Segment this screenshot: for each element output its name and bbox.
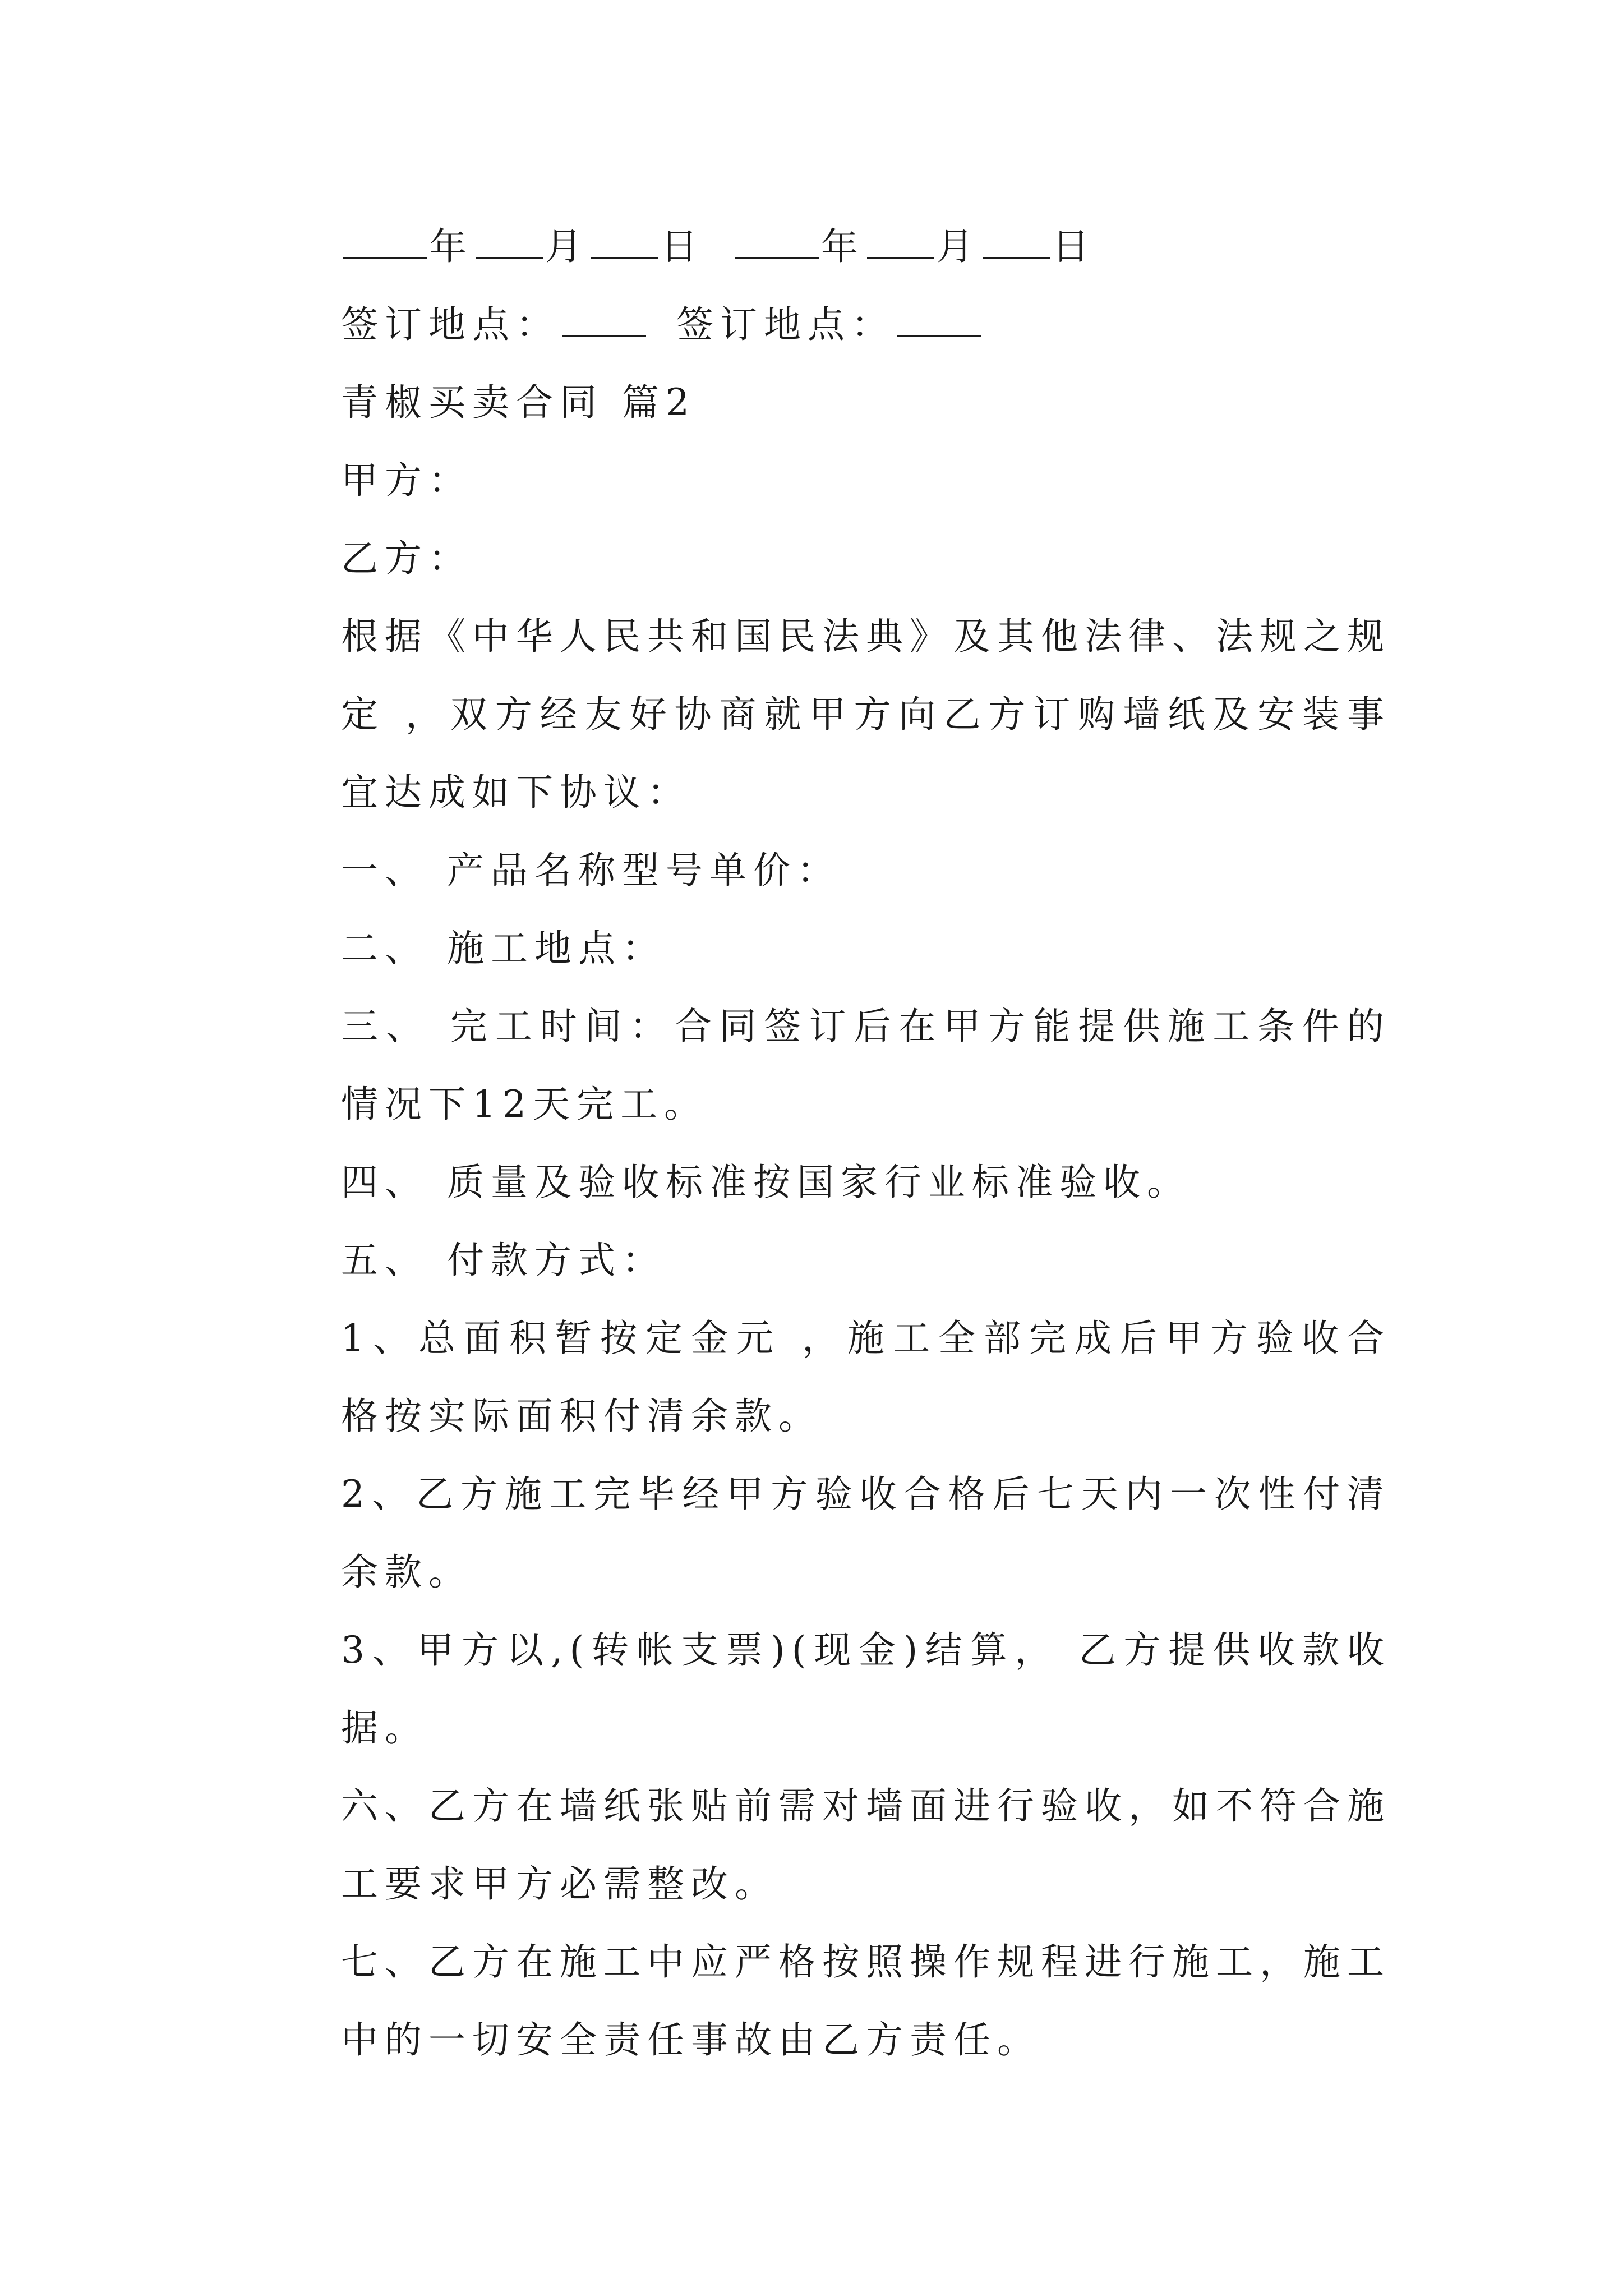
year-blank-a xyxy=(343,224,427,259)
clause-7: 七、乙方在施工中应严格按照操作规程进行施工，施工中的一切安全责任事故由乙方责任。 xyxy=(341,1940,1391,2062)
clause-1: 一、 产品名称型号单价： xyxy=(341,849,841,892)
month-label-b: 月 xyxy=(937,225,980,268)
clause-3: 三、 完工时间：合同签订后在甲方能提供施工条件的情况下12天完工。 xyxy=(341,1005,1391,1126)
day-label-a: 日 xyxy=(661,225,704,268)
clause-5: 五、 付款方式： xyxy=(341,1239,666,1282)
year-label-a: 年 xyxy=(430,225,473,268)
contract-title: 青椒买卖合同 篇2 xyxy=(341,381,696,424)
day-blank-b xyxy=(983,224,1050,259)
signing-place-label-a: 签订地点： xyxy=(341,303,560,346)
signing-place-blank-b xyxy=(897,302,981,337)
month-blank-a xyxy=(476,224,543,259)
intro-paragraph: 根据《中华人民共和国民法典》及其他法律、法规之规定 ，双方经友好协商就甲方向乙方订购墙纸及安装事宜达成如下协议： xyxy=(341,615,1391,814)
signing-place-line xyxy=(252,286,1391,364)
month-label-a: 月 xyxy=(545,225,589,268)
clause-2: 二、 施工地点： xyxy=(341,927,666,970)
payment-item-2: 2、乙方施工完毕经甲方验收合格后七天内一次性付清余款。 xyxy=(341,1473,1391,1594)
signing-place-label-b: 签订地点： xyxy=(676,303,895,346)
clause-4: 四、 质量及验收标准按国家行业标准验收。 xyxy=(341,1161,1191,1204)
party-a-line: 甲方： xyxy=(341,459,472,502)
payment-item-3: 3、甲方以,(转帐支票)(现金)结算， 乙方提供收款收据。 xyxy=(341,1628,1391,1750)
day-blank-a xyxy=(591,224,658,259)
party-b-line: 乙方： xyxy=(341,537,472,580)
year-blank-b xyxy=(735,224,819,259)
payment-item-1: 1、总面积暂按定金元 ，施工全部完成后甲方验收合格按实际面积付清余款。 xyxy=(341,1317,1391,1438)
signature-date-line xyxy=(252,208,1391,286)
signing-place-blank-a xyxy=(562,302,646,337)
clause-6: 六、乙方在墙纸张贴前需对墙面进行验收，如不符合施工要求甲方必需整改。 xyxy=(341,1784,1391,1906)
year-label-b: 年 xyxy=(821,225,865,268)
month-blank-b xyxy=(867,224,934,259)
document-body xyxy=(252,208,1391,2079)
day-label-b: 日 xyxy=(1052,225,1096,268)
